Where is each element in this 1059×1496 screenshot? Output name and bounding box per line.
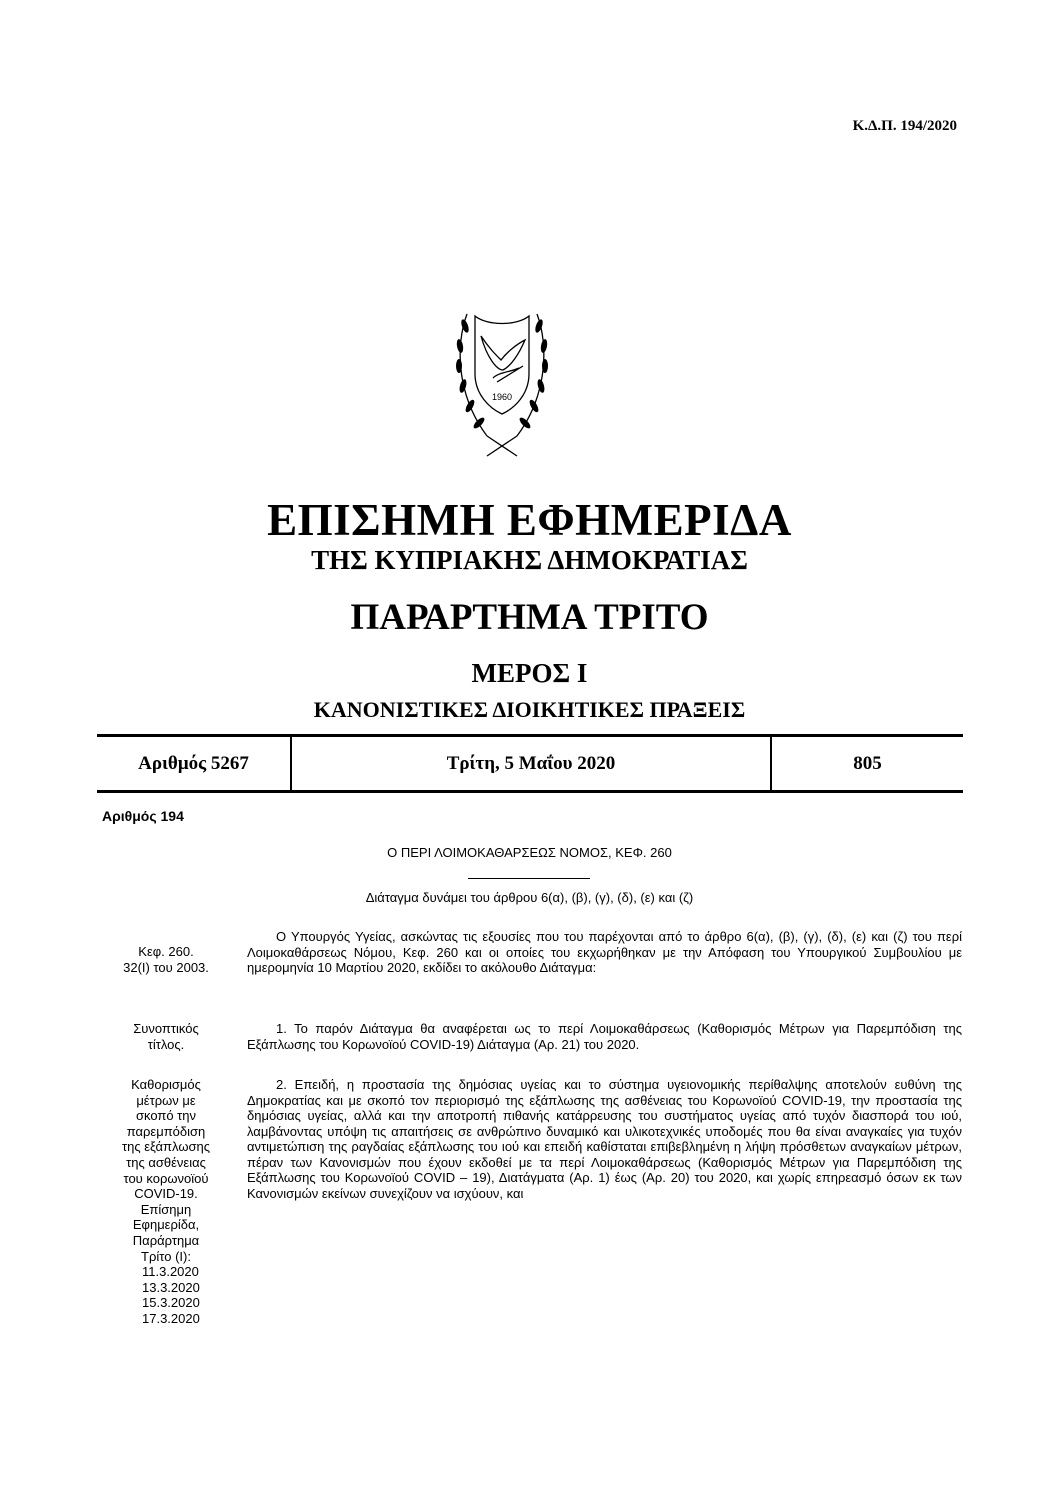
decree-basis: Διάταγμα δυνάμει του άρθρου 6(α), (β), (γ), (δ), (ε) και (ζ) [365,890,694,905]
margin-note-short-title [108,1021,224,1052]
part-title: ΜΕΡΟΣ Ι [471,658,588,688]
issue-date: Τρίτη, 5 Μαΐου 2020 [292,737,772,790]
gazette-title: ΕΠΙΣΗΜΗ ΕΦΗΜΕΡΙΔΑ [267,495,792,545]
issue-info-bar [97,734,963,793]
margin-note-line: Εφημερίδα, [132,1217,200,1233]
issue-number: Αριθμός 5267 [97,737,292,790]
margin-note-date: 13.3.2020 [142,1279,200,1295]
margin-note-line: σκοπό την [135,1108,197,1124]
paragraph-2: 2. Επειδή, η προστασία της δημόσιας υγείας και το σύστημα υγειονομικής περίθαλψης αποτελούν ευθύνη της Δημοκρατίας και με σκοπό τον περιορισμό της εξάπλωσης της ασθένειας του Κορωνοϊού COVID-19, την προστασία της δημόσιας υγείας, αλλά και την αποτροπή πιθανής κατάρρευσης του συστήματος υγείας από τυχόν διασπορά του ιού, λαμβάνοντας υπόψη τις απαιτήσεις σε ανθρώπινο δυναμικό και υλικοτεχνικές υποδομές που θα είναι αναγκαίες για τυχόν αντιμετώπιση της ραγδαίας εξάπλωσης του ιού και επειδή καθίσταται επιβεβλημένη η λήψη πρόσθετων αναγκαίων μέτρων, πέραν των Κανονισμών που έχουν εκδοθεί με τα περί Λοιμοκαθάρσεως (Καθορισμός Μέτρων για Παρεμπόδιση της Εξάπλωσης του Κορωνοϊού COVID – 19), Διατάγματα (Αρ. 1) έως (Αρ. 20) του 2020, και χωρίς επηρεασμό όσων εκ των Κανονισμών εκείνων συνεχίζουν να ισχύουν, και [247,1077,962,1201]
divider [468,878,590,879]
margin-note-line: Τρίτο (Ι): [141,1248,191,1264]
law-title: Ο ΠΕΡΙ ΛΟΙΜΟΚΑΘΑΡΣΕΩΣ ΝΟΜΟΣ, ΚΕΦ. 260 [387,845,672,860]
document-number: Αριθμός 194 [102,808,184,824]
appendix-title: ΠΑΡΑΡΤΗΜΑ ΤΡΙΤΟ [350,597,709,638]
coat-of-arms-icon [437,296,567,466]
emblem-year: 1960 [491,392,513,402]
margin-note-line: COVID-19. [134,1186,198,1202]
gazette-subtitle: ΤΗΣ ΚΥΠΡΙΑΚΗΣ ΔΗΜΟΚΡΑΤΙΑΣ [311,545,748,575]
margin-note-line: 32(Ι) του 2003. [123,959,209,975]
margin-note-line: της εξάπλωσης [122,1139,210,1155]
margin-note-line: Καθορισμός [131,1077,201,1092]
page-number: 805 [853,752,882,774]
margin-note-line: Συνοπτικός [133,1021,199,1036]
section-title: ΚΑΝΟΝΙΣΤΙΚΕΣ ΔΙΟΙΚΗΤΙΚΕΣ ΠΡΑΞΕΙΣ [313,697,746,722]
margin-note-date: 15.3.2020 [142,1295,200,1311]
margin-note-line: Επίσημη [140,1201,192,1217]
margin-note-line: της ασθένειας [126,1154,206,1170]
paragraph-1: 1. Το παρόν Διάταγμα θα αναφέρεται ως το περί Λοιμοκαθάρσεως (Καθορισμός Μέτρων για Παρεμπόδιση της Εξάπλωσης του Κορωνοϊού COVID-19) Διάταγμα (Αρ. 21) του 2020. [247,1021,962,1052]
margin-note-line: τίτλος. [147,1036,185,1052]
margin-note-date: 11.3.2020 [142,1264,199,1280]
margin-note-line: Κεφ. 260. [138,944,194,959]
margin-note-line: μέτρων με [136,1092,196,1108]
margin-note-line: παρεμπόδιση [126,1123,206,1139]
margin-note-line: Παράρτημα [132,1232,200,1248]
margin-note-references [108,944,224,975]
margin-note-line: του κορωνοϊού [123,1170,209,1186]
gazette-reference-code: Κ.Δ.Π. 194/2020 [852,118,957,134]
margin-note-date: 17.3.2020 [142,1310,200,1326]
margin-note-measures [108,1077,224,1327]
intro-paragraph: Ο Υπουργός Υγείας, ασκώντας τις εξουσίες που του παρέχονται από το άρθρο 6(α), (β), (γ), (δ), (ε) και (ζ) του περί Λοιμοκαθάρσεως Νόμου, Κεφ. 260 και οι οποίες του εκχωρήθηκαν με την Απόφαση του Υπουργικού Συμβουλίου με ημερομηνία 10 Μαρτίου 2020, εκδίδει το ακόλουθο Διάταγμα: [247,929,962,975]
